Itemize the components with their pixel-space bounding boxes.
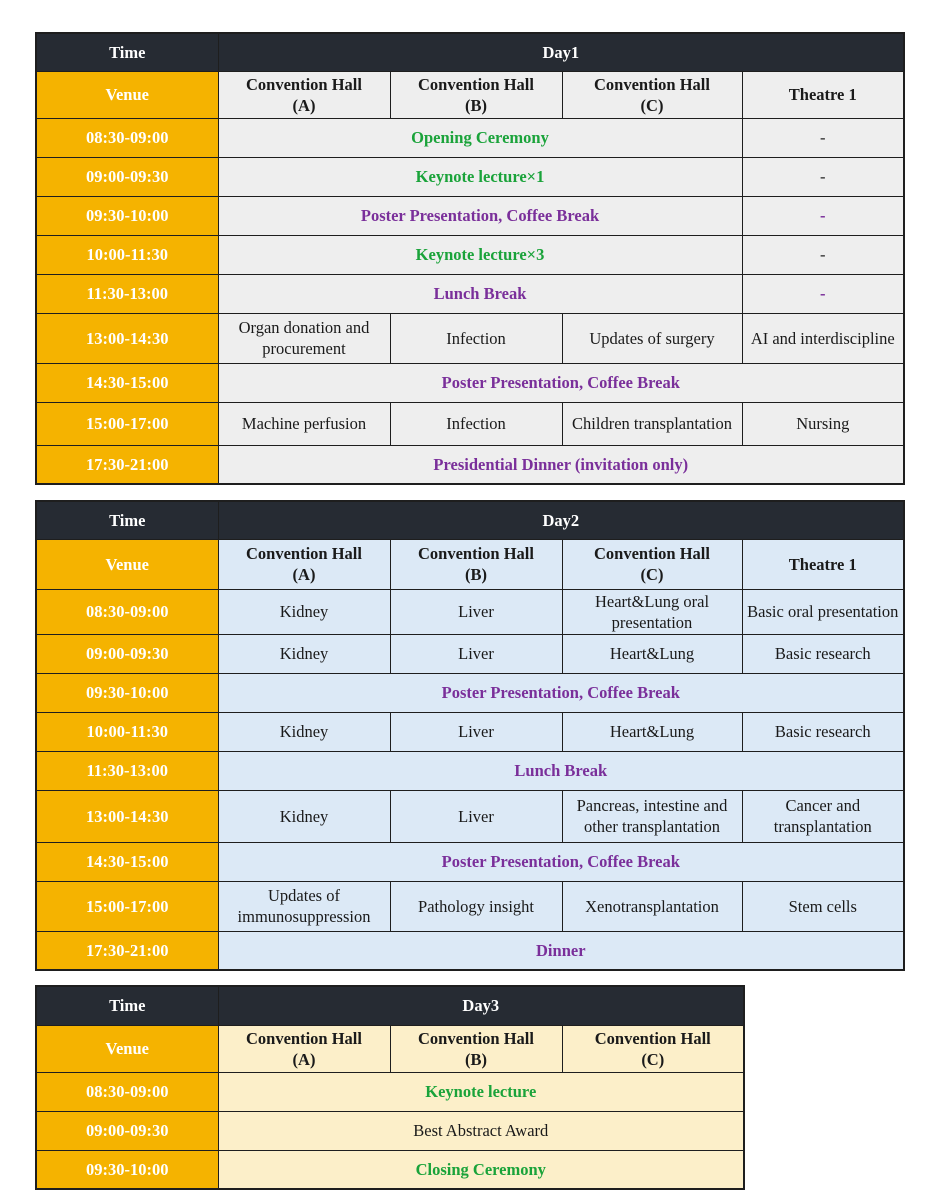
session-cell: Xenotransplantation — [562, 881, 742, 931]
plenary-session: Poster Presentation, Coffee Break — [218, 363, 904, 402]
table-row — [36, 196, 904, 235]
session-cell: Updates of surgery — [562, 313, 742, 363]
table-row — [36, 118, 904, 157]
plenary-session: Opening Ceremony — [218, 118, 742, 157]
time-slot: 14:30-15:00 — [36, 363, 218, 402]
venue-name: Convention Hall (A) — [218, 1025, 390, 1072]
table-row — [36, 751, 904, 790]
session-cell: Kidney — [218, 790, 390, 842]
session-cell: Infection — [390, 402, 562, 445]
time-slot: 09:00-09:30 — [36, 157, 218, 196]
table-row — [36, 402, 904, 445]
theatre-cell: - — [742, 157, 904, 196]
table-row — [36, 1072, 744, 1111]
venue-name: Theatre 1 — [742, 539, 904, 589]
time-slot: 11:30-13:00 — [36, 751, 218, 790]
session-cell: Pathology insight — [390, 881, 562, 931]
plenary-session: Poster Presentation, Coffee Break — [218, 196, 742, 235]
venue-name: Convention Hall (B) — [390, 1025, 562, 1072]
time-slot: 11:30-13:00 — [36, 274, 218, 313]
session-cell: Organ donation and procurement — [218, 313, 390, 363]
session-cell: Pancreas, intestine and other transplantation — [562, 790, 742, 842]
plenary-session: Keynote lecture×1 — [218, 157, 742, 196]
session-cell: Liver — [390, 790, 562, 842]
day-header: Day1 — [218, 33, 904, 71]
day1-header-row — [36, 33, 904, 71]
table-row — [36, 1150, 744, 1189]
time-slot: 10:00-11:30 — [36, 712, 218, 751]
venue-name: Convention Hall (C) — [562, 539, 742, 589]
plenary-session: Keynote lecture — [218, 1072, 744, 1111]
table-row — [36, 363, 904, 402]
venue-name: Convention Hall (B) — [390, 71, 562, 118]
session-cell: Updates of immunosuppression — [218, 881, 390, 931]
day3-schedule-table — [35, 985, 745, 1190]
table-row — [36, 881, 904, 931]
session-cell: Nursing — [742, 402, 904, 445]
time-header: Time — [36, 986, 218, 1025]
time-slot: 08:30-09:00 — [36, 1072, 218, 1111]
time-slot: 13:00-14:30 — [36, 790, 218, 842]
time-slot: 08:30-09:00 — [36, 589, 218, 634]
time-slot: 09:30-10:00 — [36, 196, 218, 235]
venue-name: Convention Hall (B) — [390, 539, 562, 589]
table-row — [36, 589, 904, 634]
day-header: Day3 — [218, 986, 744, 1025]
venue-label: Venue — [36, 71, 218, 118]
day3-body — [36, 986, 744, 1189]
time-slot: 09:30-10:00 — [36, 673, 218, 712]
venue-name: Theatre 1 — [742, 71, 904, 118]
plenary-session: Keynote lecture×3 — [218, 235, 742, 274]
plenary-session: Closing Ceremony — [218, 1150, 744, 1189]
time-slot: 14:30-15:00 — [36, 842, 218, 881]
table-row — [36, 634, 904, 673]
session-cell: Stem cells — [742, 881, 904, 931]
time-slot: 15:00-17:00 — [36, 402, 218, 445]
plenary-session: Poster Presentation, Coffee Break — [218, 842, 904, 881]
venue-name: Convention Hall (C) — [562, 1025, 744, 1072]
session-cell: Basic research — [742, 712, 904, 751]
plenary-session: Lunch Break — [218, 274, 742, 313]
session-cell: AI and interdiscipline — [742, 313, 904, 363]
time-slot: 13:00-14:30 — [36, 313, 218, 363]
time-slot: 17:30-21:00 — [36, 445, 218, 484]
time-slot: 09:00-09:30 — [36, 1111, 218, 1150]
time-slot: 17:30-21:00 — [36, 931, 218, 970]
plenary-session: Dinner — [218, 931, 904, 970]
day2-schedule-table — [35, 500, 905, 971]
table-row — [36, 274, 904, 313]
table-row — [36, 842, 904, 881]
session-cell: Heart&Lung oral presentation — [562, 589, 742, 634]
theatre-cell: - — [742, 235, 904, 274]
day-header: Day2 — [218, 501, 904, 539]
table-row — [36, 712, 904, 751]
plenary-session: Best Abstract Award — [218, 1111, 744, 1150]
time-slot: 10:00-11:30 — [36, 235, 218, 274]
session-cell: Heart&Lung — [562, 712, 742, 751]
session-cell: Kidney — [218, 589, 390, 634]
session-cell: Machine perfusion — [218, 402, 390, 445]
time-header: Time — [36, 33, 218, 71]
session-cell: Heart&Lung — [562, 634, 742, 673]
table-row — [36, 313, 904, 363]
theatre-cell: - — [742, 196, 904, 235]
plenary-session: Poster Presentation, Coffee Break — [218, 673, 904, 712]
plenary-session: Presidential Dinner (invitation only) — [218, 445, 904, 484]
day2-body — [36, 501, 904, 970]
session-cell: Liver — [390, 712, 562, 751]
venue-name: Convention Hall (C) — [562, 71, 742, 118]
venue-label: Venue — [36, 1025, 218, 1072]
table-row — [36, 931, 904, 970]
table-row — [36, 1111, 744, 1150]
table-row — [36, 235, 904, 274]
session-cell: Liver — [390, 589, 562, 634]
time-slot: 09:00-09:30 — [36, 634, 218, 673]
venue-label: Venue — [36, 539, 218, 589]
session-cell: Kidney — [218, 634, 390, 673]
time-slot: 09:30-10:00 — [36, 1150, 218, 1189]
table-row — [36, 445, 904, 484]
time-slot: 15:00-17:00 — [36, 881, 218, 931]
venue-name: Convention Hall (A) — [218, 71, 390, 118]
day3-header-row — [36, 986, 744, 1025]
table-row — [36, 157, 904, 196]
table-row — [36, 790, 904, 842]
time-slot: 08:30-09:00 — [36, 118, 218, 157]
day1-schedule-table — [35, 32, 905, 485]
day1-venue-row — [36, 71, 904, 118]
session-cell: Infection — [390, 313, 562, 363]
day2-header-row — [36, 501, 904, 539]
time-header: Time — [36, 501, 218, 539]
session-cell: Liver — [390, 634, 562, 673]
session-cell: Kidney — [218, 712, 390, 751]
session-cell: Cancer and transplantation — [742, 790, 904, 842]
plenary-session: Lunch Break — [218, 751, 904, 790]
session-cell: Basic oral presentation — [742, 589, 904, 634]
venue-name: Convention Hall (A) — [218, 539, 390, 589]
theatre-cell: - — [742, 118, 904, 157]
table-row — [36, 673, 904, 712]
theatre-cell: - — [742, 274, 904, 313]
day2-venue-row — [36, 539, 904, 589]
session-cell: Children transplantation — [562, 402, 742, 445]
day1-body — [36, 33, 904, 484]
day3-venue-row — [36, 1025, 744, 1072]
session-cell: Basic research — [742, 634, 904, 673]
